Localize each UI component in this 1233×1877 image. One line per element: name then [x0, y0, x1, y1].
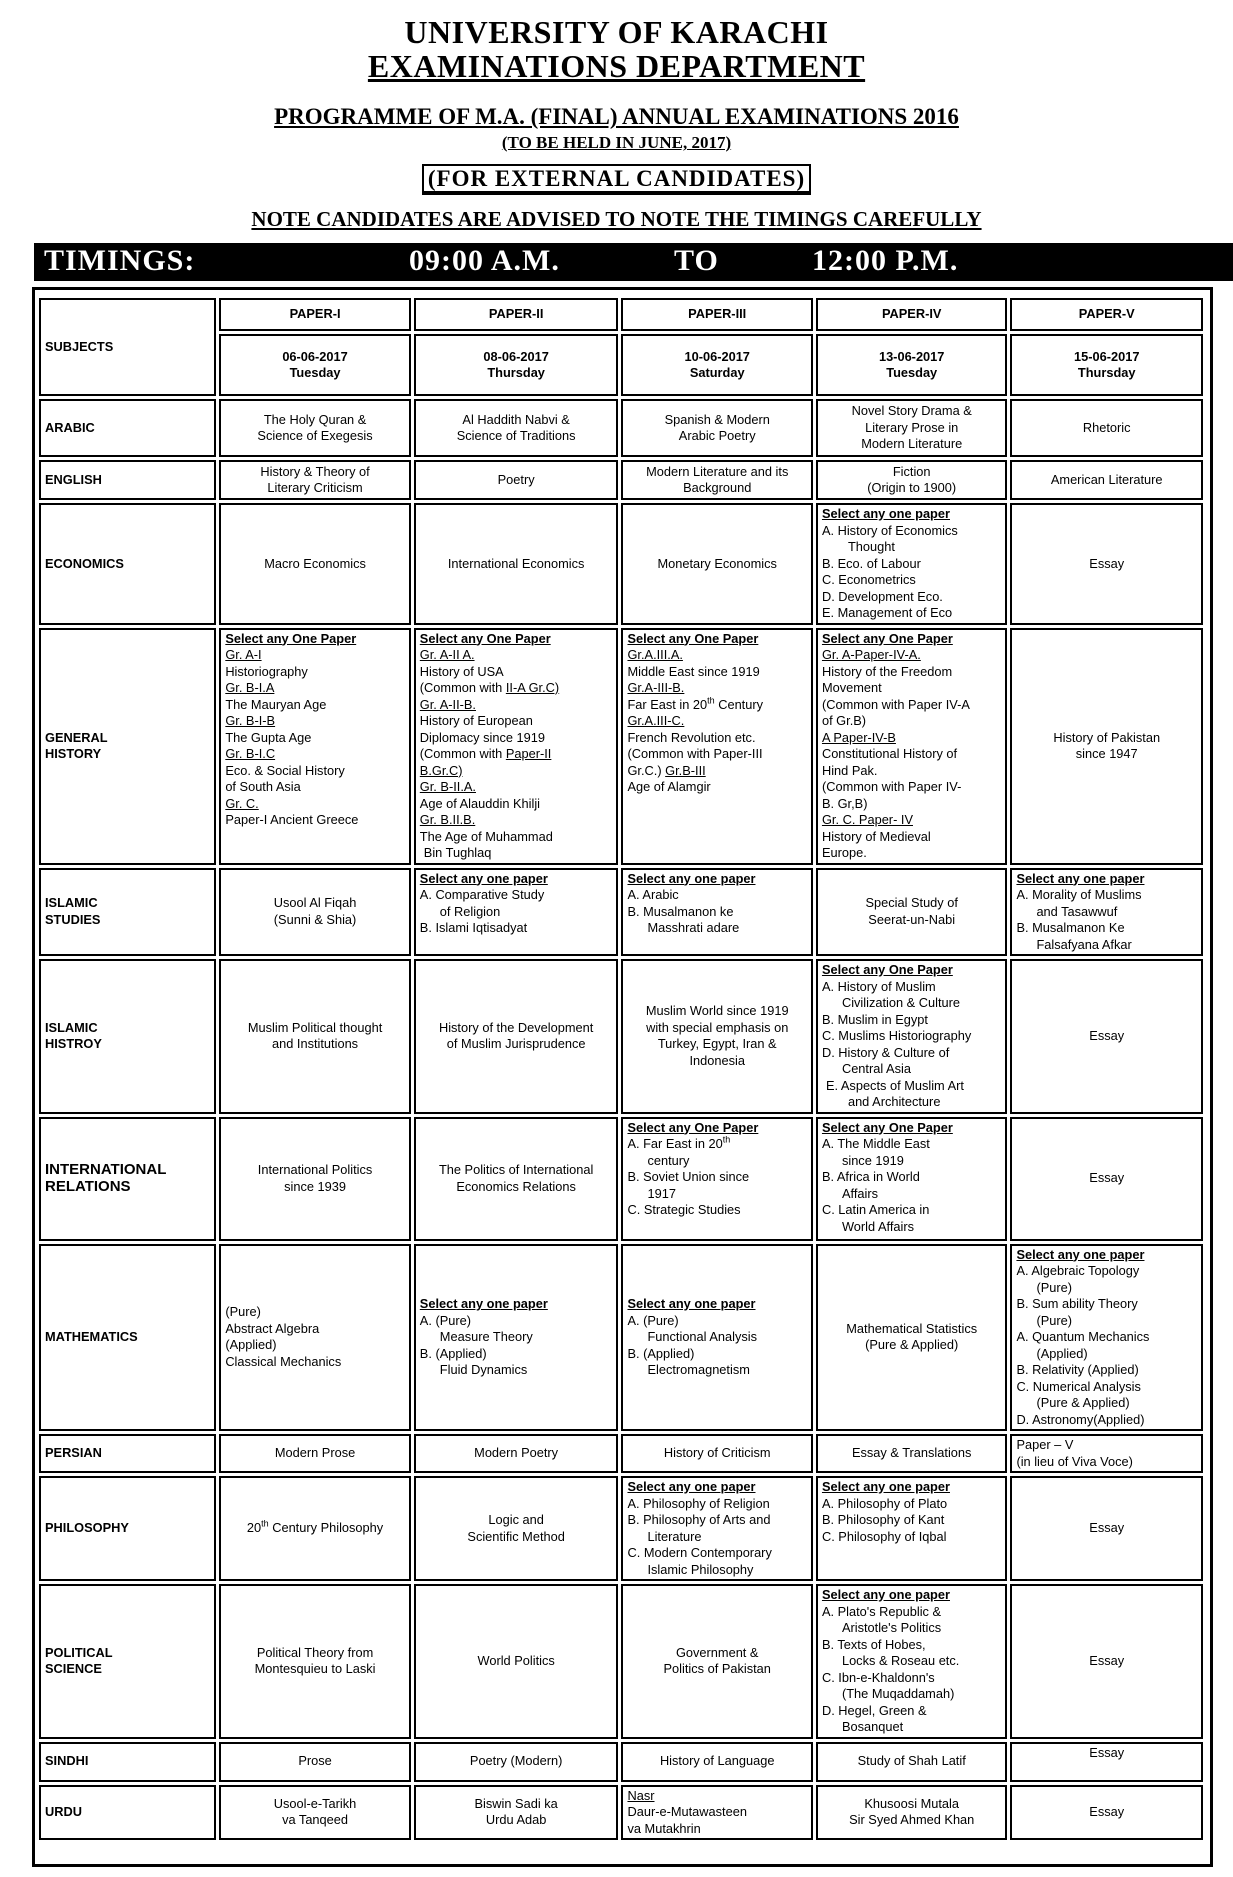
paper-1-header: PAPER-I: [219, 298, 410, 331]
paper-4-date: 13-06-2017 Tuesday: [816, 334, 1007, 396]
cell-islamic-history-p5: Essay: [1010, 959, 1203, 1114]
subject-english: ENGLISH: [39, 460, 216, 500]
cell-general-history-p5: History of Pakistan since 1947: [1010, 628, 1203, 865]
cell-international-relations-p3: Select any One Paper A. Far East in 20th century B. Soviet Union since 1917 C. Strategic Studies: [621, 1117, 812, 1241]
cell-islamic-studies-p1: Usool Al Fiqah (Sunni & Shia): [219, 868, 410, 957]
table-row: [39, 1584, 1203, 1739]
subjects-header: SUBJECTS: [39, 298, 216, 396]
table-row: [39, 1476, 1203, 1581]
table-row: [39, 868, 1203, 957]
cell-arabic-p1: The Holy Quran & Science of Exegesis: [219, 399, 410, 457]
cell-mathematics-p5: Select any one paper A. Algebraic Topology (Pure) B. Sum ability Theory (Pure) A. Quantum Mechanics (Applied) B. Relativity (Applied) C. Numerical Analysis (Pure & Applied) D. Astronomy(Applied): [1010, 1244, 1203, 1432]
cell-international-relations-p1: International Politics since 1939: [219, 1117, 410, 1241]
cell-political-science-p5: Essay: [1010, 1584, 1203, 1739]
cell-mathematics-p3: Select any one paper A. (Pure) Functional Analysis B. (Applied) Electromagnetism: [621, 1244, 812, 1432]
cell-islamic-history-p1: Muslim Political thought and Institutions: [219, 959, 410, 1114]
cell-sindhi-p4: Study of Shah Latif: [816, 1742, 1007, 1782]
cell-english-p2: Poetry: [414, 460, 619, 500]
cell-political-science-p1: Political Theory from Montesquieu to Laski: [219, 1584, 410, 1739]
cell-mathematics-p4: Mathematical Statistics (Pure & Applied): [816, 1244, 1007, 1432]
cell-urdu-p3: Nasr Daur-e-Mutawasteen va Mutakhrin: [621, 1785, 812, 1841]
subject-economics: ECONOMICS: [39, 503, 216, 625]
cell-economics-p4: Select any one paper A. History of Economics Thought B. Eco. of Labour C. Econometrics D. Development Eco. E. Management of Eco: [816, 503, 1007, 625]
timings-start: 09:00 A.M.: [409, 244, 560, 277]
table-row: [39, 503, 1203, 625]
table-row: [39, 460, 1203, 500]
timings-to: TO: [674, 244, 719, 277]
table-row: [39, 628, 1203, 865]
cell-persian-p3: History of Criticism: [621, 1434, 812, 1473]
cell-philosophy-p1: 20th Century Philosophy: [219, 1476, 410, 1581]
cell-persian-p4: Essay & Translations: [816, 1434, 1007, 1473]
table-row: [39, 1117, 1203, 1241]
cell-general-history-p4: Select any One Paper Gr. A-Paper-IV-A. History of the Freedom Movement (Common with Paper IV-A of Gr.B) A Paper-IV-B Constitutional History of Hind Pak. (Common with Paper IV- B. Gr,B) Gr. C. Paper- IV History of Medieval Europe.: [816, 628, 1007, 865]
cell-english-p4: Fiction (Origin to 1900): [816, 460, 1007, 500]
table-row: [39, 1434, 1203, 1473]
cell-economics-p2: International Economics: [414, 503, 619, 625]
timings-bar: [34, 243, 1233, 281]
timings-label: TIMINGS:: [44, 244, 196, 277]
cell-sindhi-p5: Essay: [1010, 1742, 1203, 1782]
cell-international-relations-p4: Select any One Paper A. The Middle East since 1919 B. Africa in World Affairs C. Latin America in World Affairs: [816, 1117, 1007, 1241]
cell-persian-p1: Modern Prose: [219, 1434, 410, 1473]
cell-sindhi-p1: Prose: [219, 1742, 410, 1782]
table-row: [39, 1244, 1203, 1432]
subject-persian: PERSIAN: [39, 1434, 216, 1473]
cell-persian-p5: Paper – V (in lieu of Viva Voce): [1010, 1434, 1203, 1473]
cell-philosophy-p3: Select any one paper A. Philosophy of Religion B. Philosophy of Arts and Literature C. Modern Contemporary Islamic Philosophy: [621, 1476, 812, 1581]
cell-mathematics-p2: Select any one paper A. (Pure) Measure Theory B. (Applied) Fluid Dynamics: [414, 1244, 619, 1432]
cell-philosophy-p4: Select any one paper A. Philosophy of Plato B. Philosophy of Kant C. Philosophy of Iqbal: [816, 1476, 1007, 1581]
cell-islamic-history-p3: Muslim World since 1919 with special emphasis on Turkey, Egypt, Iran & Indonesia: [621, 959, 812, 1114]
cell-international-relations-p2: The Politics of International Economics Relations: [414, 1117, 619, 1241]
cell-english-p1: History & Theory of Literary Criticism: [219, 460, 410, 500]
subject-urdu: URDU: [39, 1785, 216, 1841]
cell-philosophy-p2: Logic and Scientific Method: [414, 1476, 619, 1581]
cell-islamic-studies-p4: Special Study of Seerat-un-Nabi: [816, 868, 1007, 957]
cell-sindhi-p3: History of Language: [621, 1742, 812, 1782]
paper-2-header: PAPER-II: [414, 298, 619, 331]
paper-2-date: 08-06-2017 Thursday: [414, 334, 619, 396]
table-row: [39, 1785, 1203, 1841]
cell-sindhi-p2: Poetry (Modern): [414, 1742, 619, 1782]
cell-islamic-studies-p2: Select any one paper A. Comparative Study of Religion B. Islami Iqtisadyat: [414, 868, 619, 957]
timings-end: 12:00 P.M.: [812, 244, 959, 277]
cell-islamic-studies-p5: Select any one paper A. Morality of Muslims and Tasawwuf B. Musalmanon Ke Falsafyana Afkar: [1010, 868, 1203, 957]
university-title: UNIVERSITY OF KARACHI: [404, 14, 829, 50]
paper-5-header: PAPER-V: [1010, 298, 1203, 331]
cell-english-p3: Modern Literature and its Background: [621, 460, 812, 500]
cell-political-science-p3: Government & Politics of Pakistan: [621, 1584, 812, 1739]
paper-1-date: 06-06-2017 Tuesday: [219, 334, 410, 396]
paper-5-date: 15-06-2017 Thursday: [1010, 334, 1203, 396]
cell-urdu-p5: Essay: [1010, 1785, 1203, 1841]
paper-3-header: PAPER-III: [621, 298, 812, 331]
subject-general-history: GENERAL HISTORY: [39, 628, 216, 865]
external-candidates-banner: (FOR EXTERNAL CANDIDATES): [0, 166, 1233, 192]
schedule-table: [36, 295, 1206, 1843]
table-row: [39, 959, 1203, 1114]
paper-header-row: [39, 298, 1203, 331]
cell-general-history-p3: Select any One Paper Gr.A.III.A. Middle East since 1919 Gr.A-III-B. Far East in 20th Century Gr.A.III-C. French Revolution etc. (Common with Paper-III Gr.C.) Gr.B-III Age of Alamgir: [621, 628, 812, 865]
cell-philosophy-p5: Essay: [1010, 1476, 1203, 1581]
table-row: [39, 399, 1203, 457]
subject-sindhi: SINDHI: [39, 1742, 216, 1782]
cell-economics-p3: Monetary Economics: [621, 503, 812, 625]
cell-arabic-p4: Novel Story Drama & Literary Prose in Modern Literature: [816, 399, 1007, 457]
cell-urdu-p4: Khusoosi Mutala Sir Syed Ahmed Khan: [816, 1785, 1007, 1841]
subject-political-science: POLITICAL SCIENCE: [39, 1584, 216, 1739]
cell-arabic-p2: Al Haddith Nabvi & Science of Traditions: [414, 399, 619, 457]
cell-urdu-p1: Usool-e-Tarikh va Tanqeed: [219, 1785, 410, 1841]
cell-economics-p5: Essay: [1010, 503, 1203, 625]
cell-political-science-p4: Select any one paper A. Plato's Republic & Aristotle's Politics B. Texts of Hobes, Locks & Roseau etc. C. Ibn-e-Khaldonn's (The Muqaddamah) D. Hegel, Green & Bosanquet: [816, 1584, 1007, 1739]
cell-mathematics-p1: (Pure) Abstract Algebra (Applied) Classical Mechanics: [219, 1244, 410, 1432]
cell-urdu-p2: Biswin Sadi ka Urdu Adab: [414, 1785, 619, 1841]
subject-philosophy: PHILOSOPHY: [39, 1476, 216, 1581]
subject-mathematics: MATHEMATICS: [39, 1244, 216, 1432]
cell-political-science-p2: World Politics: [414, 1584, 619, 1739]
cell-economics-p1: Macro Economics: [219, 503, 410, 625]
cell-general-history-p2: Select any One Paper Gr. A-II A. History of USA (Common with II-A Gr.C) Gr. A-II-B. History of European Diplomacy since 1919 (Common with Paper-II B.Gr.C) Gr. B-II.A. Age of Alauddin Khilji Gr. B.II.B. The Age of Muhammad Bin Tughlaq: [414, 628, 619, 865]
subject-islamic-studies: ISLAMIC STUDIES: [39, 868, 216, 957]
paper-4-header: PAPER-IV: [816, 298, 1007, 331]
cell-general-history-p1: Select any One Paper Gr. A-I Historiography Gr. B-I.A The Mauryan Age Gr. B-I-B The Gupta Age Gr. B-I.C Eco. & Social History of South Asia Gr. C. Paper-I Ancient Greece: [219, 628, 410, 865]
cell-international-relations-p5: Essay: [1010, 1117, 1203, 1241]
cell-arabic-p3: Spanish & Modern Arabic Poetry: [621, 399, 812, 457]
subject-arabic: ARABIC: [39, 399, 216, 457]
cell-islamic-history-p4: Select any One Paper A. History of Muslim Civilization & Culture B. Muslim in Egypt C. Muslims Historiography D. History & Culture of Central Asia E. Aspects of Muslim Art and Architecture: [816, 959, 1007, 1114]
department-title: EXAMINATIONS DEPARTMENT: [367, 48, 866, 84]
table-row: [39, 1742, 1203, 1782]
cell-islamic-studies-p3: Select any one paper A. Arabic B. Musalmanon ke Masshrati adare: [621, 868, 812, 957]
subject-international-relations: INTERNATIONAL RELATIONS: [39, 1117, 216, 1241]
held-in-note: (TO BE HELD IN JUNE, 2017): [501, 133, 732, 152]
cell-english-p5: American Literature: [1010, 460, 1203, 500]
programme-title: PROGRAMME OF M.A. (FINAL) ANNUAL EXAMINATIONS 2016: [274, 104, 959, 129]
subject-islamic-history: ISLAMIC HISTROY: [39, 959, 216, 1114]
paper-3-date: 10-06-2017 Saturday: [621, 334, 812, 396]
cell-islamic-history-p2: History of the Development of Muslim Jurisprudence: [414, 959, 619, 1114]
cell-persian-p2: Modern Poetry: [414, 1434, 619, 1473]
timing-note: NOTE CANDIDATES ARE ADVISED TO NOTE THE TIMINGS CAREFULLY: [251, 207, 982, 231]
cell-arabic-p5: Rhetoric: [1010, 399, 1203, 457]
